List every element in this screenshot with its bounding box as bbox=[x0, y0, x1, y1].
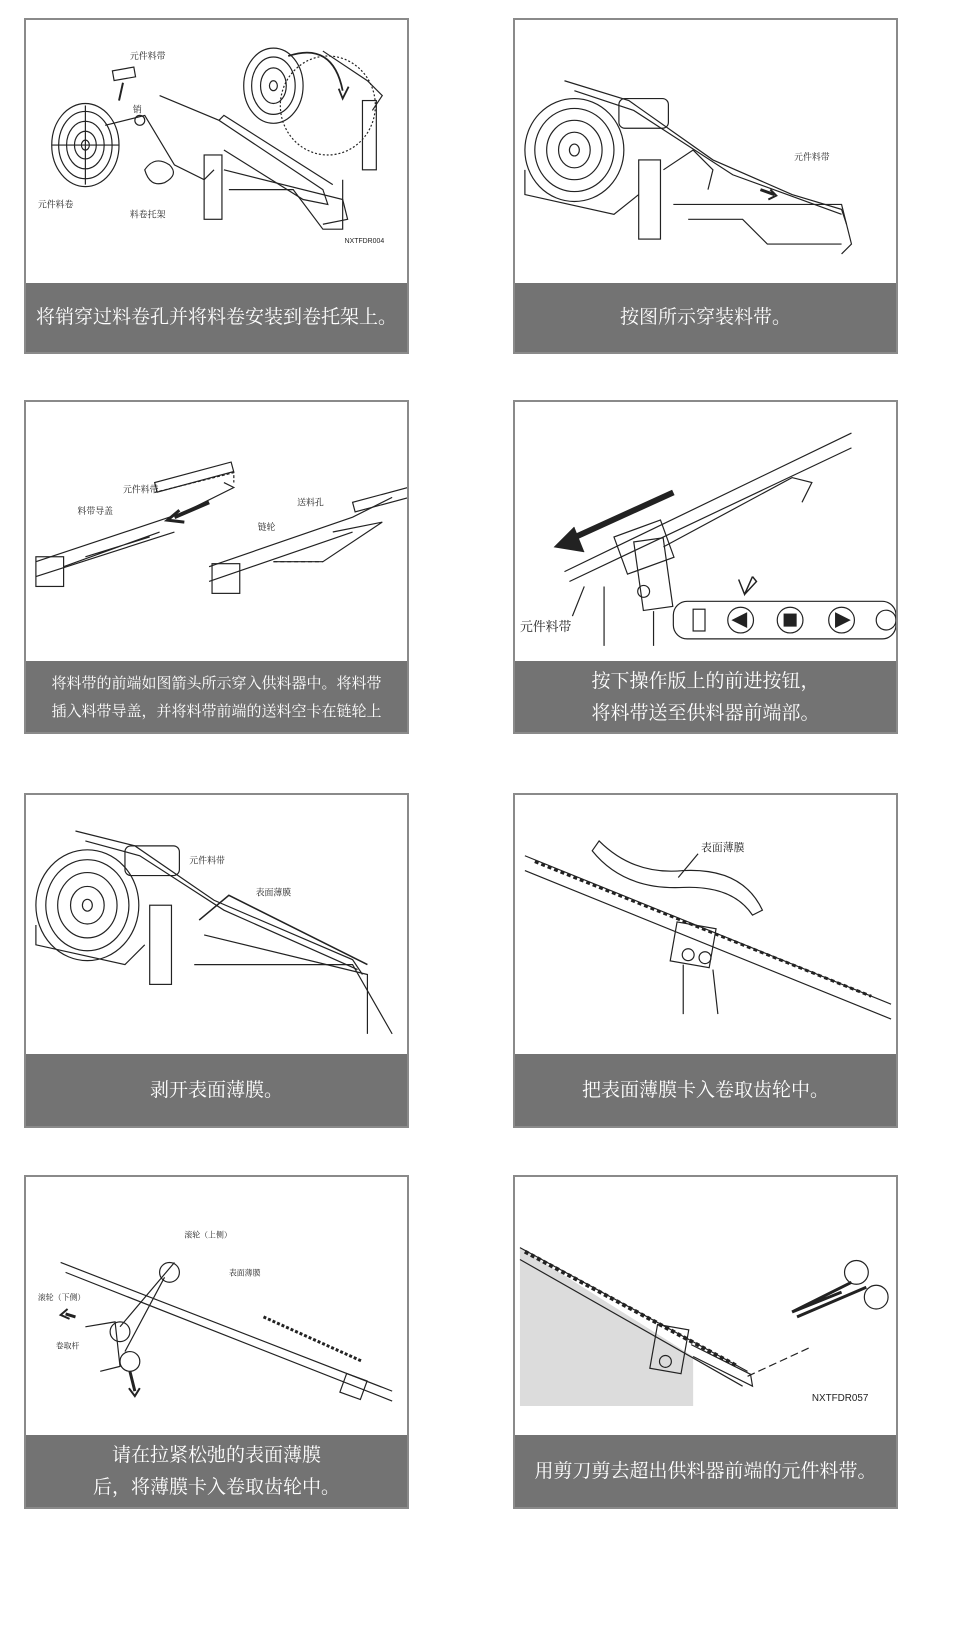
caption-line: 将料带的前端如图箭头所示穿入供料器中。将料带 bbox=[51, 673, 382, 692]
step-card-8 bbox=[513, 1175, 898, 1509]
label-tape: 元件料带 bbox=[519, 619, 572, 635]
caption-line: 将销穿过料卷孔并将料卷安装到卷托架上。 bbox=[35, 306, 397, 328]
step-4-illustration bbox=[515, 402, 896, 665]
step-2-illustration bbox=[515, 20, 896, 285]
scissors-icon bbox=[792, 1260, 888, 1316]
label-roller-up: 滚轮（上侧） bbox=[184, 1230, 232, 1240]
figure-code: NXTFDR004 bbox=[344, 238, 385, 246]
label-takeup: 卷取杆 bbox=[55, 1341, 80, 1351]
caption-line: 剥开表面薄膜。 bbox=[149, 1078, 283, 1101]
caption-line: 将料带送至供料器前端部。 bbox=[591, 701, 820, 724]
step-6-illustration bbox=[515, 795, 896, 1058]
label-holder: 料卷托架 bbox=[129, 210, 166, 221]
step-7-illustration bbox=[26, 1177, 407, 1439]
step-8-illustration bbox=[515, 1177, 896, 1439]
label-film: 表面薄膜 bbox=[701, 840, 745, 854]
label-tape: 元件料带 bbox=[794, 152, 830, 163]
label-pin: 销 bbox=[132, 105, 142, 116]
step-3-illustration bbox=[26, 402, 407, 665]
figure-code: NXTFDR057 bbox=[811, 1393, 869, 1405]
label-tape: 元件料带 bbox=[189, 856, 225, 867]
label-roller-down: 滚轮（下侧） bbox=[37, 1293, 86, 1303]
caption-line: 插入料带导盖，并将料带前端的送料空卡在链轮上 bbox=[51, 701, 382, 720]
step-card-7 bbox=[24, 1175, 409, 1509]
step-5-illustration bbox=[26, 795, 407, 1058]
caption-line: 按图所示穿装料带。 bbox=[619, 306, 791, 328]
step-7-caption bbox=[26, 1435, 407, 1507]
label-film: 表面薄膜 bbox=[255, 888, 292, 899]
step-4-caption bbox=[515, 661, 896, 732]
step-1-illustration bbox=[26, 20, 407, 285]
label-tape: 元件料带 bbox=[129, 51, 166, 62]
step-card-1 bbox=[24, 18, 409, 354]
label-sprocket: 链轮 bbox=[257, 523, 276, 534]
caption-line: 请在拉紧松弛的表面薄膜 bbox=[111, 1444, 321, 1466]
step-8-caption bbox=[515, 1435, 896, 1507]
label-tape: 元件料带 bbox=[122, 485, 159, 496]
operation-panel bbox=[673, 577, 896, 639]
label-film: 表面薄膜 bbox=[228, 1268, 261, 1278]
step-2-caption bbox=[515, 283, 896, 352]
step-5-caption bbox=[26, 1054, 407, 1126]
step-6-caption bbox=[515, 1054, 896, 1126]
step-card-2 bbox=[513, 18, 898, 354]
step-3-caption bbox=[26, 661, 407, 732]
label-guide: 料带导盖 bbox=[77, 507, 114, 518]
caption-line: 后，将薄膜卡入卷取齿轮中。 bbox=[92, 1476, 340, 1498]
caption-line: 把表面薄膜卡入卷取齿轮中。 bbox=[581, 1078, 829, 1101]
caption-line: 按下操作版上的前进按钮， bbox=[591, 669, 820, 692]
step-1-caption bbox=[26, 283, 407, 352]
step-card-4 bbox=[513, 400, 898, 734]
reel-mounted bbox=[244, 48, 383, 170]
step-card-6 bbox=[513, 793, 898, 1128]
caption-line: 用剪刀剪去超出供料器前端的元件料带。 bbox=[534, 1459, 877, 1482]
label-hole: 送料孔 bbox=[297, 498, 324, 509]
component-reel bbox=[52, 104, 119, 187]
step-card-5 bbox=[24, 793, 409, 1128]
step-card-3 bbox=[24, 400, 409, 734]
label-reel: 元件料卷 bbox=[37, 200, 74, 211]
